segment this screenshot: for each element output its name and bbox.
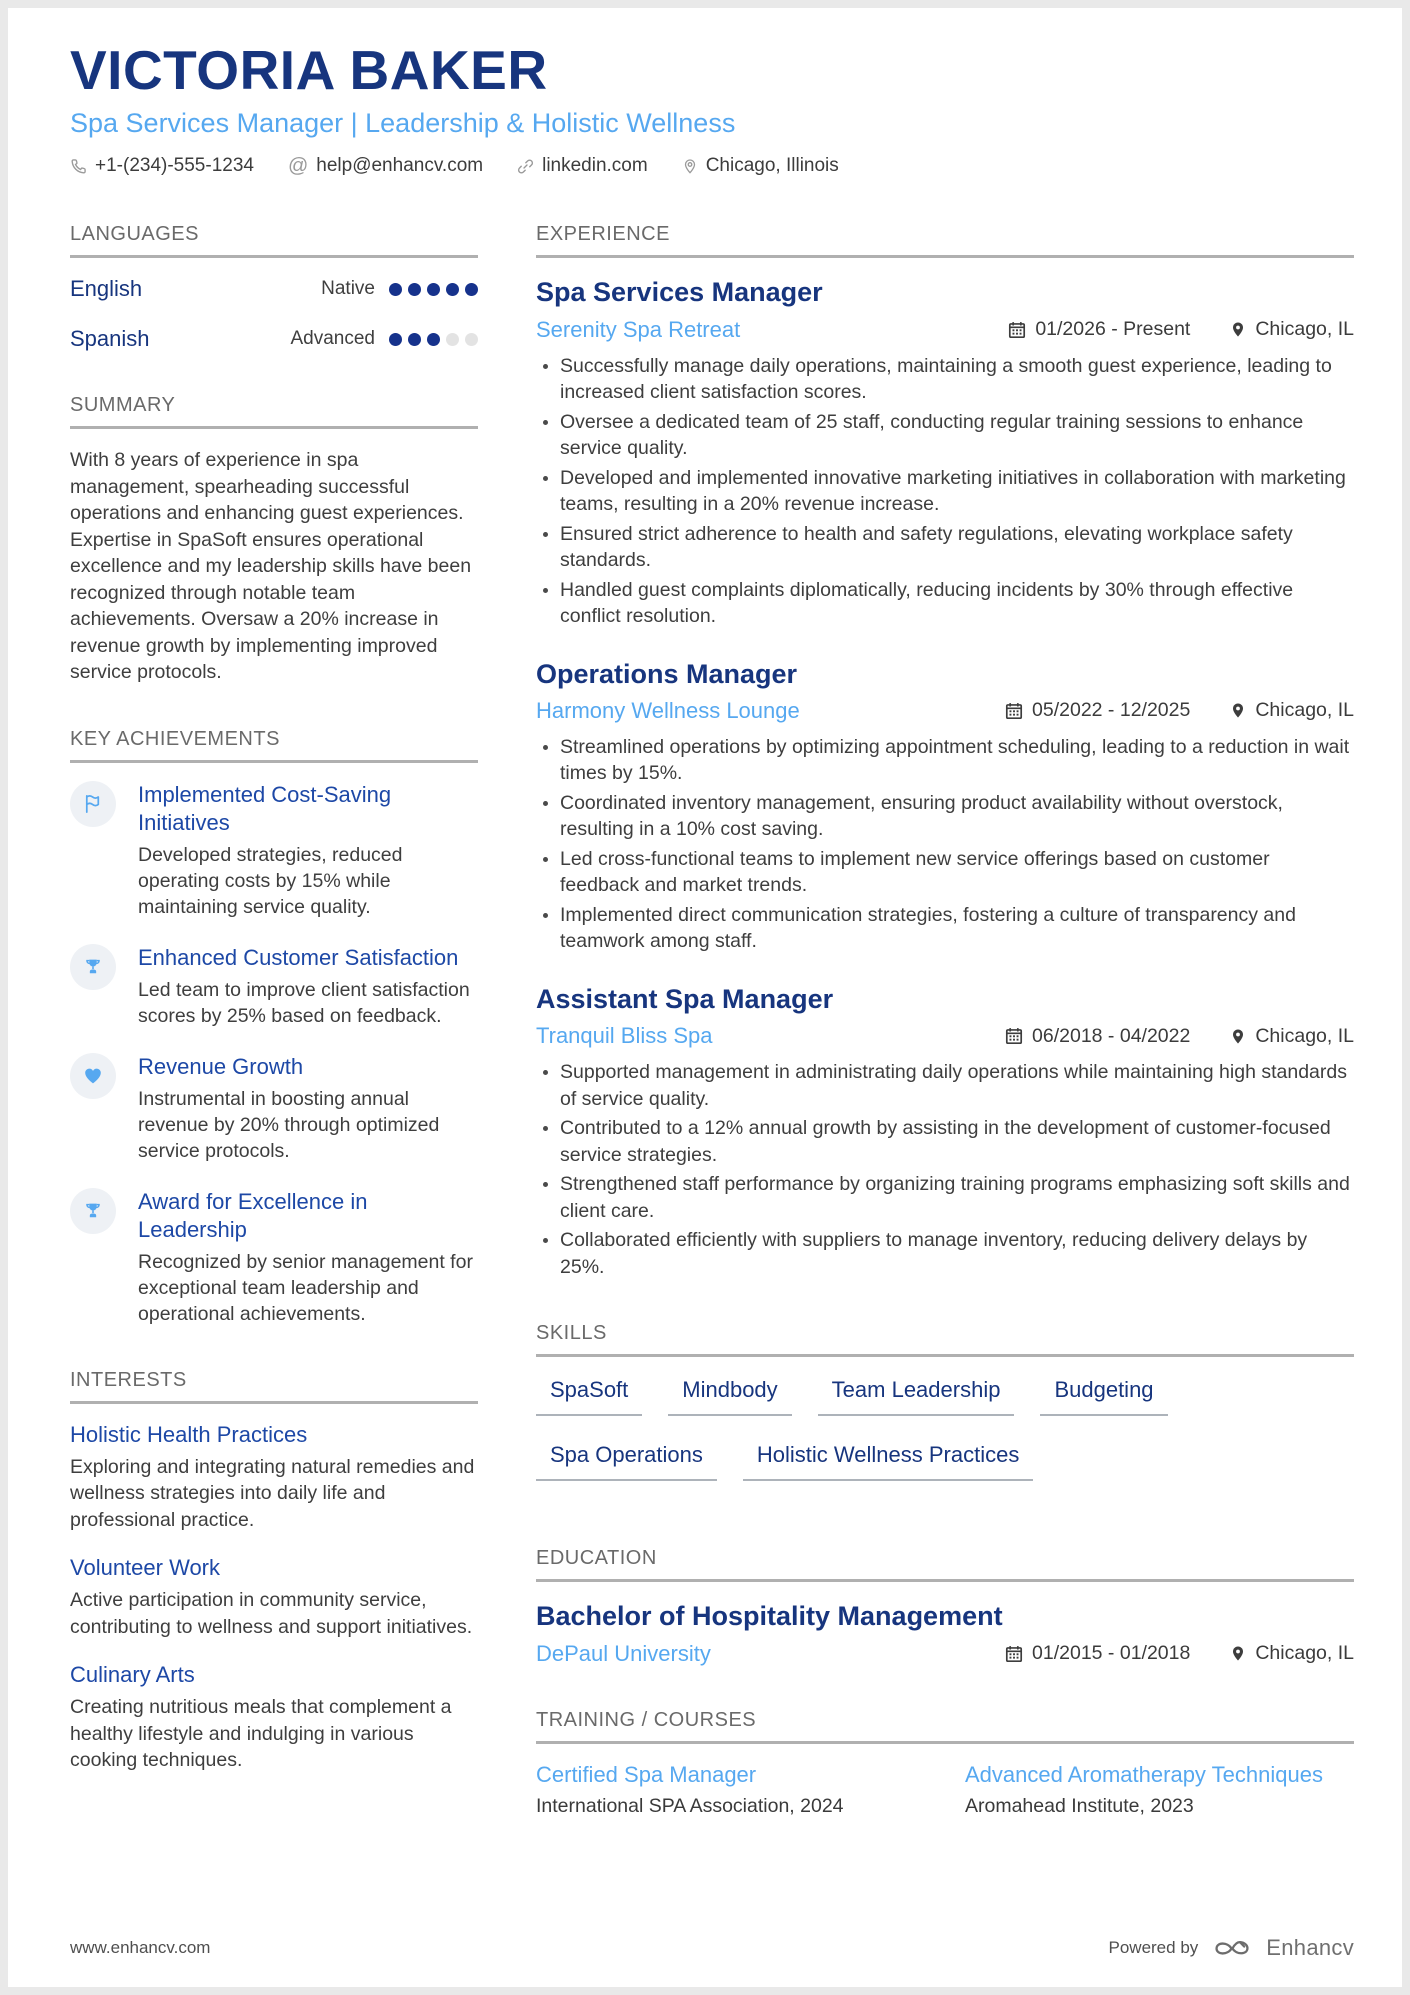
date-text: 01/2015 - 01/2018 — [1032, 1642, 1191, 1665]
calendar-icon — [1005, 1027, 1023, 1045]
training-title: Certified Spa Manager — [536, 1761, 757, 1787]
interest-item — [70, 1662, 478, 1774]
job-title: Assistant Spa Manager — [536, 983, 834, 1014]
experience-entry — [536, 658, 1354, 955]
job-location — [1230, 318, 1354, 341]
language-name: English — [70, 276, 143, 302]
achievement-title: Enhanced Customer Satisfaction — [138, 944, 459, 970]
location-text: Chicago, IL — [1255, 699, 1354, 722]
job-bullets — [536, 353, 1354, 630]
date-range — [1008, 318, 1190, 341]
company-name: Tranquil Bliss Spa — [536, 1023, 713, 1049]
calendar-icon — [1005, 702, 1023, 720]
skill-chip: Team Leadership — [818, 1375, 1015, 1416]
achievement-icon-circle — [70, 781, 116, 827]
skill-chip: Budgeting — [1040, 1375, 1167, 1416]
job-bullet: Implemented direct communication strategies, fostering a culture of transparency and teamwork among staff. — [536, 902, 1354, 955]
skills-heading: SKILLS — [536, 1322, 1354, 1357]
achievement-icon-circle — [70, 1053, 116, 1099]
job-location — [1230, 1025, 1354, 1048]
job-bullet: Ensured strict adherence to health and safety regulations, elevating workplace safety standards. — [536, 521, 1354, 574]
interest-text: Creating nutritious meals that complement a healthy lifestyle and indulging in various cooking techniques. — [70, 1696, 452, 1772]
location — [682, 155, 839, 177]
achievement-text: Instrumental in boosting annual revenue by 20% through optimized service protocols. — [138, 1087, 440, 1162]
language-row — [70, 326, 478, 352]
trophy-icon — [82, 1200, 104, 1222]
location-pin-icon — [1230, 702, 1246, 719]
experience-entry — [536, 983, 1354, 1280]
education-heading: EDUCATION — [536, 1547, 1354, 1582]
skills-list — [536, 1375, 1354, 1505]
skill-chip: Spa Operations — [536, 1440, 717, 1481]
email-text: help@enhancv.com — [316, 155, 484, 177]
job-bullet: Handled guest complaints diplomatically, reducing incidents by 30% through effective conflict resolution. — [536, 577, 1354, 630]
interest-title: Holistic Health Practices — [70, 1421, 308, 1447]
proficiency-dot — [427, 333, 440, 346]
company-name: Serenity Spa Retreat — [536, 316, 741, 342]
powered-by-label: Powered by — [1108, 1938, 1199, 1957]
website-link[interactable]: www.enhancv.com — [70, 1938, 211, 1957]
training-section — [536, 1709, 1354, 1818]
training-item — [965, 1762, 1354, 1818]
language-row — [70, 276, 478, 302]
powered-by — [1109, 1935, 1355, 1961]
skills-section — [536, 1322, 1354, 1505]
resume-page — [8, 8, 1402, 1987]
achievements-heading: KEY ACHIEVEMENTS — [70, 728, 478, 763]
calendar-icon — [1005, 1645, 1023, 1663]
phone-number — [70, 155, 254, 177]
date-text: 05/2022 - 12/2025 — [1032, 699, 1191, 722]
phone-icon — [70, 158, 87, 175]
achievement-text: Recognized by senior management for exceptional team leadership and operational achievements. — [138, 1250, 473, 1325]
skill-chip: SpaSoft — [536, 1375, 642, 1416]
achievement-item — [70, 781, 478, 920]
language-level: Native — [321, 278, 375, 300]
job-bullet: Successfully manage daily operations, maintaining a smooth guest experience, leading to increased client satisfaction scores. — [536, 353, 1354, 406]
experience-entry — [536, 276, 1354, 629]
proficiency-dot — [446, 333, 459, 346]
page-footer — [70, 1935, 1354, 1961]
interest-text: Active participation in community service, contributing to wellness and support initiatives. — [70, 1589, 473, 1638]
achievement-item — [70, 944, 478, 1029]
location-pin-icon — [1230, 321, 1246, 338]
location-icon — [682, 158, 698, 175]
proficiency-dot — [465, 333, 478, 346]
linkedin-link[interactable] — [517, 155, 648, 177]
location-text: Chicago, Illinois — [705, 155, 839, 177]
education-location — [1230, 1642, 1354, 1665]
language-proficiency-dots — [389, 333, 478, 346]
job-bullets — [536, 734, 1354, 955]
job-bullet: Contributed to a 12% annual growth by assisting in the development of customer-focused service strategies. — [536, 1115, 1354, 1168]
linkedin-text: linkedin.com — [542, 155, 648, 177]
phone-text: +1-(234)-555-1234 — [95, 155, 254, 177]
proficiency-dot — [446, 283, 459, 296]
job-title: Spa Services Manager — [536, 277, 823, 308]
date-range — [1005, 1642, 1190, 1665]
summary-text: With 8 years of experience in spa management, spearheading successful operations and enhancing guest experiences. Expertise in SpaSoft ensures operational excellence and my leadership skills have been recognized through notable team achievements. Oversaw a 20% increase in revenue growth by implementing improved service protocols. — [70, 449, 472, 684]
achievement-title: Implemented Cost-Saving Initiatives — [138, 781, 392, 835]
link-icon — [517, 158, 534, 175]
proficiency-dot — [389, 283, 402, 296]
interest-item — [70, 1422, 478, 1534]
interest-title: Volunteer Work — [70, 1555, 221, 1581]
achievement-title: Award for Excellence in Leadership — [138, 1188, 368, 1242]
job-bullets — [536, 1059, 1354, 1280]
degree-title: Bachelor of Hospitality Management — [536, 1601, 1003, 1632]
location-text: Chicago, IL — [1255, 318, 1354, 341]
email-link[interactable] — [288, 155, 483, 177]
right-column — [536, 223, 1354, 1860]
job-bullet: Strengthened staff performance by organizing training programs emphasizing soft skills and client care. — [536, 1171, 1354, 1224]
training-item — [536, 1762, 925, 1818]
proficiency-dot — [427, 283, 440, 296]
flag-icon — [82, 792, 105, 815]
skill-chip: Mindbody — [668, 1375, 791, 1416]
interest-text: Exploring and integrating natural remedies and wellness strategies into daily life and professional practice. — [70, 1455, 475, 1531]
contact-row — [70, 155, 1354, 177]
header — [70, 39, 1354, 178]
training-heading: TRAINING / COURSES — [536, 1709, 1354, 1744]
training-title: Advanced Aromatherapy Techniques — [965, 1761, 1323, 1787]
school-name: DePaul University — [536, 1640, 711, 1666]
date-range — [1005, 699, 1190, 722]
language-proficiency-dots — [389, 283, 478, 296]
education-section — [536, 1547, 1354, 1666]
date-text: 01/2026 - Present — [1035, 318, 1191, 341]
date-text: 06/2018 - 04/2022 — [1032, 1024, 1191, 1047]
email-icon: @ — [287, 155, 309, 178]
summary-section — [70, 394, 478, 686]
proficiency-dot — [408, 283, 421, 296]
job-bullet: Streamlined operations by optimizing appointment scheduling, leading to a reduction in wait times by 15%. — [536, 734, 1354, 787]
experience-section — [536, 223, 1354, 1280]
achievements-section — [70, 728, 478, 1327]
languages-heading: LANGUAGES — [70, 223, 478, 258]
date-range — [1005, 1025, 1190, 1048]
achievement-item — [70, 1188, 478, 1327]
job-bullet: Collaborated efficiently with suppliers to manage inventory, reducing delivery delays by 25%. — [536, 1227, 1354, 1280]
languages-section — [70, 223, 478, 352]
achievement-icon-circle — [70, 1188, 116, 1234]
left-column — [70, 223, 478, 1860]
job-bullet: Supported management in administrating daily operations while maintaining high standards of service quality. — [536, 1059, 1354, 1112]
calendar-icon — [1008, 321, 1026, 339]
location-text: Chicago, IL — [1255, 1642, 1354, 1665]
location-pin-icon — [1230, 1645, 1246, 1662]
job-bullet: Led cross-functional teams to implement new service offerings based on customer feedback and market trends. — [536, 846, 1354, 899]
job-bullet: Coordinated inventory management, ensuring product availability without overstock, resulting in a 10% cost saving. — [536, 790, 1354, 843]
training-org: International SPA Association, 2024 — [536, 1794, 844, 1817]
achievement-text: Led team to improve client satisfaction scores by 25% based on feedback. — [138, 978, 470, 1027]
summary-heading: SUMMARY — [70, 394, 478, 429]
proficiency-dot — [389, 333, 402, 346]
achievement-icon-circle — [70, 944, 116, 990]
enhancv-logo-icon — [1212, 1937, 1252, 1960]
language-name: Spanish — [70, 326, 150, 352]
job-location — [1230, 699, 1354, 722]
job-bullet: Oversee a dedicated team of 25 staff, conducting regular training sessions to enhance service quality. — [536, 409, 1354, 462]
job-bullet: Developed and implemented innovative marketing initiatives in collaboration with marketing teams, resulting in a 20% revenue increase. — [536, 465, 1354, 518]
location-text: Chicago, IL — [1255, 1024, 1354, 1047]
job-title: Operations Manager — [536, 658, 798, 689]
language-level: Advanced — [290, 328, 375, 350]
trophy-icon — [82, 956, 104, 978]
interest-title: Culinary Arts — [70, 1662, 195, 1688]
enhancv-brand-text[interactable]: Enhancv — [1266, 1935, 1354, 1960]
experience-heading: EXPERIENCE — [536, 223, 1354, 258]
interest-item — [70, 1555, 478, 1640]
location-pin-icon — [1230, 1028, 1246, 1045]
proficiency-dot — [465, 283, 478, 296]
company-name: Harmony Wellness Lounge — [536, 697, 800, 723]
proficiency-dot — [408, 333, 421, 346]
headline: Spa Services Manager | Leadership & Holistic Wellness — [70, 107, 736, 138]
training-org: Aromahead Institute, 2023 — [965, 1794, 1194, 1817]
heart-icon — [82, 1065, 104, 1087]
achievement-title: Revenue Growth — [138, 1053, 304, 1079]
interests-section — [70, 1369, 478, 1774]
achievement-item — [70, 1053, 478, 1164]
interests-heading: INTERESTS — [70, 1369, 478, 1404]
person-name: VICTORIA BAKER — [70, 39, 548, 101]
skill-chip: Holistic Wellness Practices — [743, 1440, 1033, 1481]
achievement-text: Developed strategies, reduced operating costs by 15% while maintaining service quality. — [138, 843, 403, 918]
